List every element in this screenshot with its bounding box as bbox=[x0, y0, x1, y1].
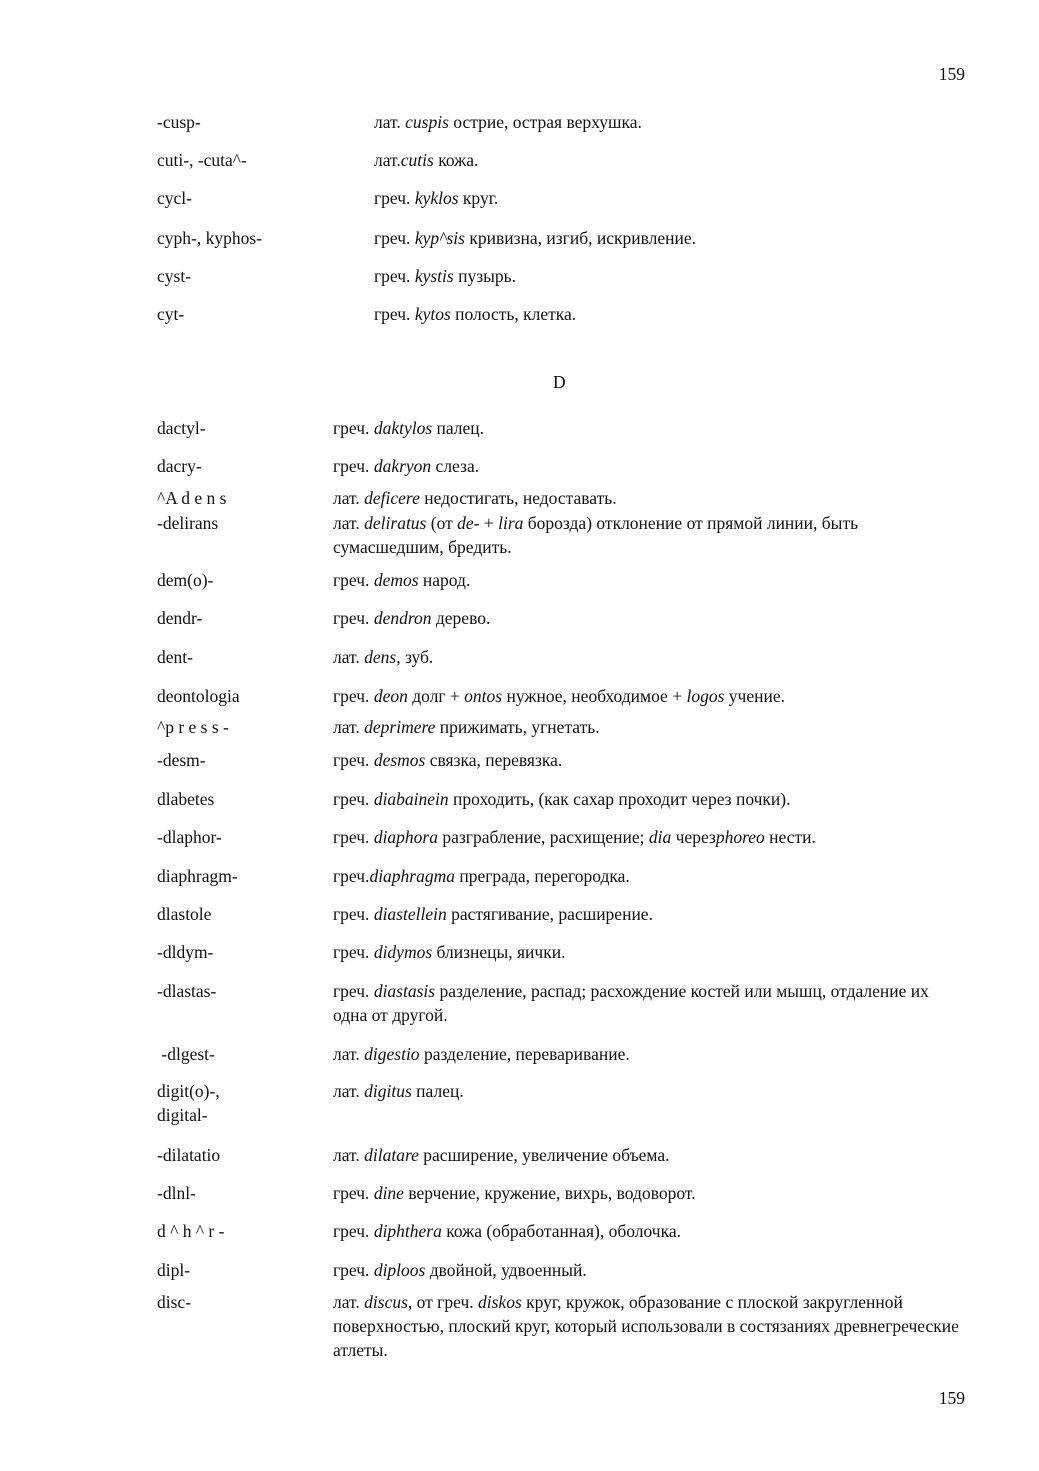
entry-term: -dlaphor- bbox=[157, 827, 222, 847]
entry-term: dendr- bbox=[157, 608, 203, 628]
entry-definition: лат.cutis кожа. bbox=[374, 150, 479, 170]
entry-term: -delirans bbox=[157, 513, 219, 533]
entry-definition: лат. deliratus (от de- + lira борозда) отклонение от прямой линии, быть сумасшедшим, бредить. bbox=[333, 513, 859, 557]
entry-definition: греч. didymos близнецы, яички. bbox=[333, 942, 566, 962]
entry-term: disc- bbox=[157, 1292, 192, 1312]
entry-definition: греч. dine верчение, кружение, вихрь, водоворот. bbox=[333, 1183, 696, 1203]
page-number-top: 159 bbox=[938, 64, 965, 84]
entry-definition: лат. deprimere прижимать, угнетать. bbox=[333, 717, 600, 737]
entry-definition: греч. dakryon слеза. bbox=[333, 456, 480, 476]
entry-definition: греч. dendron дерево. bbox=[333, 608, 491, 628]
entry-definition: лат. dilatare расширение, увеличение объема. bbox=[333, 1145, 670, 1165]
entry-term: dent- bbox=[157, 647, 193, 667]
entry-term: digit(o)-, digital- bbox=[157, 1081, 220, 1125]
entry-term: dem(o)- bbox=[157, 570, 214, 590]
entry-definition: греч. demos народ. bbox=[333, 570, 471, 590]
entry-term: cycl- bbox=[157, 188, 192, 208]
entry-definition: греч. diastasis разделение, распад; расхождение костей или мышц, отдаление их одна от другой. bbox=[333, 981, 929, 1025]
entry-definition: лат. digestio разделение, переваривание. bbox=[333, 1044, 630, 1064]
entry-term: dactyl- bbox=[157, 418, 206, 438]
entry-term: -dlastas- bbox=[157, 981, 217, 1001]
entry-term: cyst- bbox=[157, 266, 192, 286]
entry-term: -dlnl- bbox=[157, 1183, 196, 1203]
entry-term: -dlgest- bbox=[157, 1044, 215, 1064]
entry-definition: лат. dens, зуб. bbox=[333, 647, 434, 667]
entry-term: -dilatatio bbox=[157, 1145, 221, 1165]
entry-term: -dldym- bbox=[157, 942, 214, 962]
entry-term: dlabetes bbox=[157, 789, 215, 809]
entry-term: dipl- bbox=[157, 1260, 191, 1280]
entry-term: -cusp- bbox=[157, 112, 201, 132]
entry-definition: греч. desmos связка, перевязка. bbox=[333, 750, 563, 770]
entry-term: -desm- bbox=[157, 750, 206, 770]
entry-definition: лат. digitus палец. bbox=[333, 1081, 464, 1101]
entry-term: cuti-, -cuta^- bbox=[157, 150, 247, 170]
entry-definition: греч. daktylos палец. bbox=[333, 418, 485, 438]
entry-term: dacry- bbox=[157, 456, 202, 476]
entry-definition: греч. diploos двойной, удвоенный. bbox=[333, 1260, 587, 1280]
entry-definition: греч. diphthera кожа (обработанная), оболочка. bbox=[333, 1221, 681, 1241]
entry-term: deontologia bbox=[157, 686, 240, 706]
entry-term: ^A d e n s bbox=[157, 488, 227, 508]
entry-definition: греч. kyp^sis кривизна, изгиб, искривление. bbox=[374, 228, 697, 248]
entry-definition: греч. kytos полость, клетка. bbox=[374, 304, 577, 324]
entry-definition: лат. discus, от греч. diskos круг, кружок, образование с плоской закругленной поверхностью, плоский круг, который использовали в состязаниях древнегреческие атлеты. bbox=[333, 1292, 959, 1360]
entry-definition: греч.diaphragma преграда, перегородка. bbox=[333, 866, 630, 886]
section-heading: D bbox=[553, 372, 566, 392]
entry-definition: греч. diastellein растягивание, расширение. bbox=[333, 904, 653, 924]
entry-term: dlastole bbox=[157, 904, 212, 924]
entry-term: cyt- bbox=[157, 304, 185, 324]
entry-definition: греч. diabainein проходить, (как сахар проходит через почки). bbox=[333, 789, 791, 809]
entry-definition: лат. deficere недостигать, недоставать. bbox=[333, 488, 617, 508]
entry-term: d ^ h ^ r - bbox=[157, 1221, 225, 1241]
entry-definition: греч. deon долг + ontos нужное, необходимое + logos учение. bbox=[333, 686, 785, 706]
entry-definition: лат. cuspis острие, острая верхушка. bbox=[374, 112, 642, 132]
entry-definition: греч. kystis пузырь. bbox=[374, 266, 516, 286]
page-number-bottom: 159 bbox=[938, 1388, 965, 1408]
entry-definition: греч. kyklos круг. bbox=[374, 188, 499, 208]
entry-term: ^p r e s s - bbox=[157, 717, 229, 737]
entry-term: cyph-, kyphos- bbox=[157, 228, 262, 248]
entry-definition: греч. diaphora разграбление, расхищение; dia черезphoreo нести. bbox=[333, 827, 816, 847]
entry-term: diaphragm- bbox=[157, 866, 238, 886]
